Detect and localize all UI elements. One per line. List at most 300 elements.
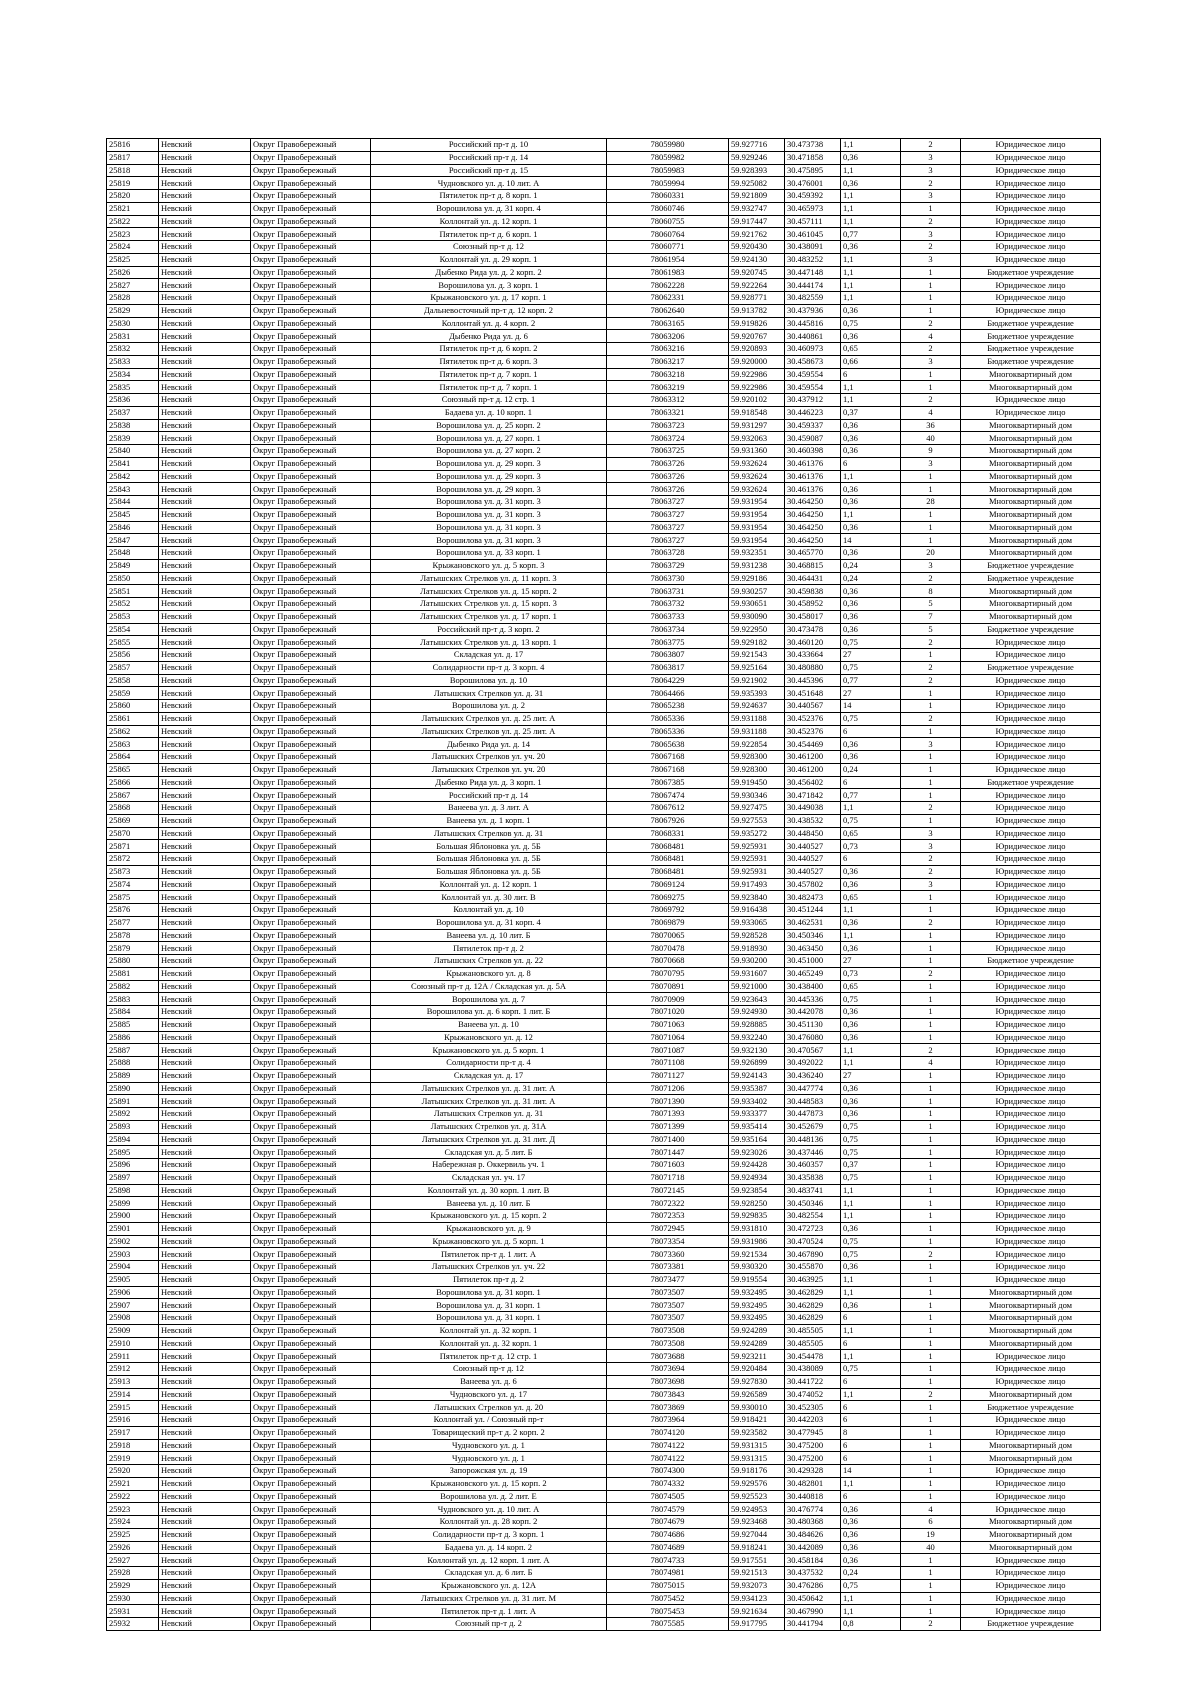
- cell-okrug: Округ Правобережный: [251, 993, 371, 1006]
- table-row: [107, 993, 1101, 1006]
- cell-type: Юридическое лицо: [961, 980, 1101, 993]
- cell-okrug: Округ Правобережный: [251, 1592, 371, 1605]
- cell-okrug: Округ Правобережный: [251, 381, 371, 394]
- cell-longitude: 30.457111: [785, 215, 841, 228]
- table-row: [107, 241, 1101, 254]
- cell-type: Юридическое лицо: [961, 853, 1101, 866]
- cell-count: 2: [901, 1618, 961, 1631]
- cell-district: Невский: [159, 1401, 251, 1414]
- cell-id: 25878: [107, 929, 159, 942]
- cell-id: 25832: [107, 343, 159, 356]
- table-row: [107, 1388, 1101, 1401]
- cell-address: Латышских Стрелков ул. д. 31 лит. Д: [371, 1133, 607, 1146]
- cell-id: 25879: [107, 942, 159, 955]
- cell-okrug: Округ Правобережный: [251, 419, 371, 432]
- table-row: [107, 1452, 1101, 1465]
- cell-longitude: 30.447873: [785, 1108, 841, 1121]
- cell-okrug: Округ Правобережный: [251, 1286, 371, 1299]
- cell-longitude: 30.448583: [785, 1095, 841, 1108]
- table-row: [107, 292, 1101, 305]
- cell-type: Юридическое лицо: [961, 1031, 1101, 1044]
- cell-longitude: 30.436240: [785, 1069, 841, 1082]
- cell-address: Пятилеток пр-т д. 12 стр. 1: [371, 1350, 607, 1363]
- cell-latitude: 59.923211: [729, 1350, 785, 1363]
- cell-latitude: 59.918421: [729, 1414, 785, 1427]
- cell-count: 1: [901, 266, 961, 279]
- cell-district: Невский: [159, 1286, 251, 1299]
- cell-longitude: 30.429328: [785, 1465, 841, 1478]
- cell-id: 25908: [107, 1312, 159, 1325]
- cell-okrug: Округ Правобережный: [251, 712, 371, 725]
- cell-type: Бюджетное учреждение: [961, 343, 1101, 356]
- cell-id: 25927: [107, 1554, 159, 1567]
- cell-district: Невский: [159, 1095, 251, 1108]
- cell-longitude: 30.482801: [785, 1477, 841, 1490]
- cell-longitude: 30.461376: [785, 470, 841, 483]
- cell-volume: 0,36: [841, 1528, 901, 1541]
- cell-code: 78073964: [607, 1414, 729, 1427]
- cell-count: 3: [901, 457, 961, 470]
- cell-okrug: Округ Правобережный: [251, 1108, 371, 1121]
- cell-volume: 0,36: [841, 1299, 901, 1312]
- cell-okrug: Округ Правобережный: [251, 1299, 371, 1312]
- table-row: [107, 139, 1101, 152]
- cell-longitude: 30.459554: [785, 368, 841, 381]
- cell-count: 1: [901, 814, 961, 827]
- cell-id: 25895: [107, 1146, 159, 1159]
- cell-volume: 1,1: [841, 1057, 901, 1070]
- cell-address: Ворошилова ул. д. 29 корп. 3: [371, 483, 607, 496]
- cell-address: Крыжановского ул. д. 15 корп. 2: [371, 1477, 607, 1490]
- cell-code: 78073507: [607, 1299, 729, 1312]
- cell-code: 78069124: [607, 878, 729, 891]
- cell-latitude: 59.922986: [729, 368, 785, 381]
- cell-count: 1: [901, 1133, 961, 1146]
- cell-latitude: 59.920745: [729, 266, 785, 279]
- cell-code: 78073477: [607, 1273, 729, 1286]
- cell-okrug: Округ Правобережный: [251, 1248, 371, 1261]
- cell-id: 25872: [107, 853, 159, 866]
- table-row: [107, 636, 1101, 649]
- cell-district: Невский: [159, 419, 251, 432]
- cell-code: 78063807: [607, 649, 729, 662]
- cell-id: 25918: [107, 1439, 159, 1452]
- cell-address: Солидарности пр-т д. 3 корп. 4: [371, 661, 607, 674]
- cell-count: 1: [901, 751, 961, 764]
- cell-volume: 0,75: [841, 1120, 901, 1133]
- cell-volume: 0,36: [841, 1018, 901, 1031]
- cell-okrug: Округ Правобережный: [251, 1618, 371, 1631]
- cell-count: 1: [901, 649, 961, 662]
- cell-type: Юридическое лицо: [961, 241, 1101, 254]
- cell-latitude: 59.932495: [729, 1299, 785, 1312]
- cell-count: 1: [901, 1592, 961, 1605]
- cell-count: 1: [901, 776, 961, 789]
- cell-okrug: Округ Правобережный: [251, 241, 371, 254]
- cell-code: 78070478: [607, 942, 729, 955]
- cell-code: 78063216: [607, 343, 729, 356]
- cell-id: 25867: [107, 789, 159, 802]
- cell-district: Невский: [159, 853, 251, 866]
- cell-district: Невский: [159, 406, 251, 419]
- cell-address: Бадаева ул. д. 14 корп. 2: [371, 1541, 607, 1554]
- cell-count: 1: [901, 1286, 961, 1299]
- cell-count: 1: [901, 1018, 961, 1031]
- cell-address: Коллонтай ул. д. 10: [371, 904, 607, 917]
- cell-address: Пятилеток пр-т д. 6 корп. 2: [371, 343, 607, 356]
- cell-latitude: 59.924428: [729, 1159, 785, 1172]
- cell-okrug: Округ Правобережный: [251, 1312, 371, 1325]
- cell-latitude: 59.921000: [729, 980, 785, 993]
- table-body: [107, 139, 1101, 1631]
- cell-count: 1: [901, 1579, 961, 1592]
- cell-id: 25888: [107, 1057, 159, 1070]
- cell-longitude: 30.477945: [785, 1426, 841, 1439]
- cell-okrug: Округ Правобережный: [251, 916, 371, 929]
- cell-latitude: 59.931954: [729, 508, 785, 521]
- cell-longitude: 30.475200: [785, 1452, 841, 1465]
- cell-longitude: 30.455870: [785, 1261, 841, 1274]
- cell-count: 1: [901, 1477, 961, 1490]
- cell-longitude: 30.460357: [785, 1159, 841, 1172]
- cell-okrug: Округ Правобережный: [251, 1018, 371, 1031]
- cell-longitude: 30.441722: [785, 1375, 841, 1388]
- table-row: [107, 355, 1101, 368]
- cell-volume: 1,1: [841, 1592, 901, 1605]
- cell-id: 25853: [107, 610, 159, 623]
- cell-code: 78062640: [607, 304, 729, 317]
- cell-volume: 0,36: [841, 623, 901, 636]
- cell-id: 25885: [107, 1018, 159, 1031]
- cell-type: Многоквартирный дом: [961, 496, 1101, 509]
- cell-volume: 0,65: [841, 827, 901, 840]
- cell-code: 78069792: [607, 904, 729, 917]
- cell-id: 25919: [107, 1452, 159, 1465]
- cell-district: Невский: [159, 840, 251, 853]
- cell-type: Юридическое лицо: [961, 967, 1101, 980]
- cell-type: Бюджетное учреждение: [961, 955, 1101, 968]
- cell-district: Невский: [159, 993, 251, 1006]
- cell-latitude: 59.928250: [729, 1197, 785, 1210]
- cell-code: 78071400: [607, 1133, 729, 1146]
- cell-latitude: 59.917447: [729, 215, 785, 228]
- cell-okrug: Округ Правобережный: [251, 700, 371, 713]
- cell-address: Дыбенко Рида ул. д. 3 корп. 1: [371, 776, 607, 789]
- table-row: [107, 190, 1101, 203]
- cell-volume: 0,75: [841, 1133, 901, 1146]
- cell-longitude: 30.433664: [785, 649, 841, 662]
- cell-type: Юридическое лицо: [961, 1375, 1101, 1388]
- cell-count: 1: [901, 1184, 961, 1197]
- cell-okrug: Округ Правобережный: [251, 572, 371, 585]
- cell-type: Юридическое лицо: [961, 1477, 1101, 1490]
- cell-longitude: 30.435838: [785, 1171, 841, 1184]
- cell-longitude: 30.437912: [785, 394, 841, 407]
- cell-district: Невский: [159, 177, 251, 190]
- cell-district: Невский: [159, 483, 251, 496]
- cell-type: Юридическое лицо: [961, 1108, 1101, 1121]
- cell-id: 25824: [107, 241, 159, 254]
- cell-type: Многоквартирный дом: [961, 598, 1101, 611]
- cell-address: Ванеева ул. д. 10 лит. Б: [371, 1197, 607, 1210]
- cell-okrug: Округ Правобережный: [251, 636, 371, 649]
- cell-id: 25876: [107, 904, 159, 917]
- cell-district: Невский: [159, 1388, 251, 1401]
- cell-type: Многоквартирный дом: [961, 1439, 1101, 1452]
- table-row: [107, 1426, 1101, 1439]
- cell-longitude: 30.465973: [785, 202, 841, 215]
- cell-latitude: 59.924289: [729, 1324, 785, 1337]
- cell-count: 1: [901, 942, 961, 955]
- cell-okrug: Округ Правобережный: [251, 457, 371, 470]
- cell-okrug: Округ Правобережный: [251, 1363, 371, 1376]
- cell-district: Невский: [159, 457, 251, 470]
- cell-count: 1: [901, 1171, 961, 1184]
- cell-okrug: Округ Правобережный: [251, 483, 371, 496]
- cell-okrug: Округ Правобережный: [251, 177, 371, 190]
- cell-type: Юридическое лицо: [961, 993, 1101, 1006]
- cell-count: 1: [901, 1006, 961, 1019]
- cell-volume: 1,1: [841, 215, 901, 228]
- cell-district: Невский: [159, 253, 251, 266]
- cell-longitude: 30.440861: [785, 330, 841, 343]
- cell-volume: 1,1: [841, 1605, 901, 1618]
- cell-address: Российский пр-т д. 10: [371, 139, 607, 152]
- cell-type: Юридическое лицо: [961, 649, 1101, 662]
- cell-longitude: 30.437446: [785, 1146, 841, 1159]
- cell-code: 78073843: [607, 1388, 729, 1401]
- cell-okrug: Округ Правобережный: [251, 598, 371, 611]
- table-row: [107, 177, 1101, 190]
- cell-address: Пятилеток пр-т д. 6 корп. 1: [371, 228, 607, 241]
- cell-id: 25831: [107, 330, 159, 343]
- cell-id: 25816: [107, 139, 159, 152]
- cell-volume: 0,75: [841, 1579, 901, 1592]
- cell-type: Бюджетное учреждение: [961, 776, 1101, 789]
- cell-count: 2: [901, 661, 961, 674]
- cell-okrug: Округ Правобережный: [251, 228, 371, 241]
- cell-count: 1: [901, 1082, 961, 1095]
- cell-longitude: 30.460398: [785, 445, 841, 458]
- table-row: [107, 572, 1101, 585]
- cell-volume: 0,75: [841, 317, 901, 330]
- cell-count: 2: [901, 1248, 961, 1261]
- cell-latitude: 59.924953: [729, 1503, 785, 1516]
- cell-address: Крыжановского ул. д. 8: [371, 967, 607, 980]
- cell-volume: 27: [841, 687, 901, 700]
- table-row: [107, 585, 1101, 598]
- cell-type: Бюджетное учреждение: [961, 559, 1101, 572]
- cell-latitude: 59.925931: [729, 865, 785, 878]
- table-row: [107, 445, 1101, 458]
- cell-address: Латышских Стрелков ул. уч. 22: [371, 1261, 607, 1274]
- cell-code: 78063723: [607, 419, 729, 432]
- cell-type: Бюджетное учреждение: [961, 317, 1101, 330]
- table-row: [107, 317, 1101, 330]
- cell-address: Складская ул. уч. 17: [371, 1171, 607, 1184]
- cell-code: 78073869: [607, 1401, 729, 1414]
- cell-count: 1: [901, 1031, 961, 1044]
- cell-volume: 0,75: [841, 1171, 901, 1184]
- cell-latitude: 59.924930: [729, 1006, 785, 1019]
- cell-address: Пятилеток пр-т д. 1 лит. А: [371, 1605, 607, 1618]
- cell-type: Юридическое лицо: [961, 304, 1101, 317]
- cell-id: 25914: [107, 1388, 159, 1401]
- cell-district: Невский: [159, 674, 251, 687]
- cell-code: 78072145: [607, 1184, 729, 1197]
- cell-address: Ворошилова ул. д. 2: [371, 700, 607, 713]
- cell-address: Латышских Стрелков ул. д. 31 лит. А: [371, 1095, 607, 1108]
- cell-district: Невский: [159, 1452, 251, 1465]
- cell-district: Невский: [159, 1337, 251, 1350]
- cell-id: 25932: [107, 1618, 159, 1631]
- cell-volume: 27: [841, 955, 901, 968]
- cell-id: 25930: [107, 1592, 159, 1605]
- cell-latitude: 59.932495: [729, 1286, 785, 1299]
- cell-district: Невский: [159, 649, 251, 662]
- cell-longitude: 30.437936: [785, 304, 841, 317]
- cell-district: Невский: [159, 865, 251, 878]
- cell-latitude: 59.921543: [729, 649, 785, 662]
- cell-latitude: 59.924934: [729, 1171, 785, 1184]
- cell-okrug: Округ Правобережный: [251, 1222, 371, 1235]
- cell-code: 78074120: [607, 1426, 729, 1439]
- cell-count: 1: [901, 521, 961, 534]
- cell-code: 78062228: [607, 279, 729, 292]
- cell-district: Невский: [159, 381, 251, 394]
- cell-longitude: 30.470524: [785, 1235, 841, 1248]
- document-page: [106, 138, 1100, 1631]
- cell-code: 78072353: [607, 1210, 729, 1223]
- cell-latitude: 59.932624: [729, 470, 785, 483]
- cell-latitude: 59.932624: [729, 483, 785, 496]
- cell-count: 1: [901, 763, 961, 776]
- cell-count: 3: [901, 151, 961, 164]
- cell-code: 78060755: [607, 215, 729, 228]
- cell-okrug: Округ Правобережный: [251, 1375, 371, 1388]
- cell-volume: 0,75: [841, 993, 901, 1006]
- table-row: [107, 1363, 1101, 1376]
- cell-longitude: 30.450346: [785, 929, 841, 942]
- cell-code: 78073507: [607, 1312, 729, 1325]
- cell-count: 20: [901, 547, 961, 560]
- cell-address: Латышских Стрелков ул. д. 31: [371, 1108, 607, 1121]
- table-row: [107, 253, 1101, 266]
- cell-latitude: 59.927830: [729, 1375, 785, 1388]
- cell-count: 2: [901, 636, 961, 649]
- cell-code: 78071206: [607, 1082, 729, 1095]
- cell-code: 78070909: [607, 993, 729, 1006]
- cell-longitude: 30.467890: [785, 1248, 841, 1261]
- cell-code: 78063726: [607, 483, 729, 496]
- cell-latitude: 59.925164: [729, 661, 785, 674]
- cell-address: Союзный пр-т д. 12: [371, 241, 607, 254]
- cell-code: 78060331: [607, 190, 729, 203]
- cell-okrug: Округ Правобережный: [251, 215, 371, 228]
- cell-type: Юридическое лицо: [961, 1248, 1101, 1261]
- cell-address: Ворошилова ул. д. 29 корп. 3: [371, 470, 607, 483]
- table-row: [107, 738, 1101, 751]
- cell-longitude: 30.437532: [785, 1567, 841, 1580]
- table-row: [107, 1095, 1101, 1108]
- cell-okrug: Округ Правобережный: [251, 661, 371, 674]
- cell-type: Юридическое лицо: [961, 406, 1101, 419]
- cell-address: Дыбенко Рида ул. д. 2 корп. 2: [371, 266, 607, 279]
- cell-volume: 0,36: [841, 432, 901, 445]
- cell-latitude: 59.921762: [729, 228, 785, 241]
- cell-address: Коллонтай ул. д. 32 корп. 1: [371, 1324, 607, 1337]
- cell-code: 78063726: [607, 457, 729, 470]
- cell-longitude: 30.445816: [785, 317, 841, 330]
- cell-latitude: 59.919826: [729, 317, 785, 330]
- cell-district: Невский: [159, 202, 251, 215]
- table-row: [107, 955, 1101, 968]
- cell-type: Многоквартирный дом: [961, 445, 1101, 458]
- table-row: [107, 1261, 1101, 1274]
- cell-code: 78074679: [607, 1516, 729, 1529]
- cell-id: 25890: [107, 1082, 159, 1095]
- cell-okrug: Округ Правобережный: [251, 1388, 371, 1401]
- cell-volume: 0,66: [841, 355, 901, 368]
- cell-district: Невский: [159, 1350, 251, 1363]
- cell-latitude: 59.921902: [729, 674, 785, 687]
- cell-longitude: 30.465249: [785, 967, 841, 980]
- cell-address: Крыжановского ул. д. 17 корп. 1: [371, 292, 607, 305]
- table-row: [107, 151, 1101, 164]
- cell-type: Юридическое лицо: [961, 177, 1101, 190]
- cell-code: 78073508: [607, 1324, 729, 1337]
- cell-count: 1: [901, 1350, 961, 1363]
- cell-district: Невский: [159, 317, 251, 330]
- cell-district: Невский: [159, 1426, 251, 1439]
- cell-id: 25916: [107, 1414, 159, 1427]
- cell-code: 78073381: [607, 1261, 729, 1274]
- cell-address: Складская ул. д. 5 лит. Б: [371, 1146, 607, 1159]
- cell-code: 78063734: [607, 623, 729, 636]
- cell-code: 78071087: [607, 1044, 729, 1057]
- cell-volume: 14: [841, 534, 901, 547]
- table-row: [107, 1006, 1101, 1019]
- cell-id: 25830: [107, 317, 159, 330]
- cell-okrug: Округ Правобережный: [251, 445, 371, 458]
- table-row: [107, 470, 1101, 483]
- cell-longitude: 30.484626: [785, 1528, 841, 1541]
- cell-id: 25907: [107, 1299, 159, 1312]
- cell-latitude: 59.931238: [729, 559, 785, 572]
- cell-code: 78061954: [607, 253, 729, 266]
- cell-address: Чудновского ул. д. 17: [371, 1388, 607, 1401]
- cell-type: Бюджетное учреждение: [961, 1618, 1101, 1631]
- cell-id: 25886: [107, 1031, 159, 1044]
- cell-type: Юридическое лицо: [961, 253, 1101, 266]
- cell-longitude: 30.446223: [785, 406, 841, 419]
- table-row: [107, 1490, 1101, 1503]
- cell-district: Невский: [159, 1006, 251, 1019]
- cell-id: 25823: [107, 228, 159, 241]
- cell-type: Юридическое лицо: [961, 763, 1101, 776]
- cell-count: 1: [901, 1439, 961, 1452]
- cell-type: Юридическое лицо: [961, 151, 1101, 164]
- cell-type: Бюджетное учреждение: [961, 1401, 1101, 1414]
- cell-count: 1: [901, 789, 961, 802]
- cell-district: Невский: [159, 725, 251, 738]
- cell-address: Ворошилова ул. д. 31 корп. 3: [371, 496, 607, 509]
- cell-id: 25875: [107, 891, 159, 904]
- cell-count: 6: [901, 1516, 961, 1529]
- cell-count: 3: [901, 355, 961, 368]
- cell-longitude: 30.459337: [785, 419, 841, 432]
- cell-type: Юридическое лицо: [961, 712, 1101, 725]
